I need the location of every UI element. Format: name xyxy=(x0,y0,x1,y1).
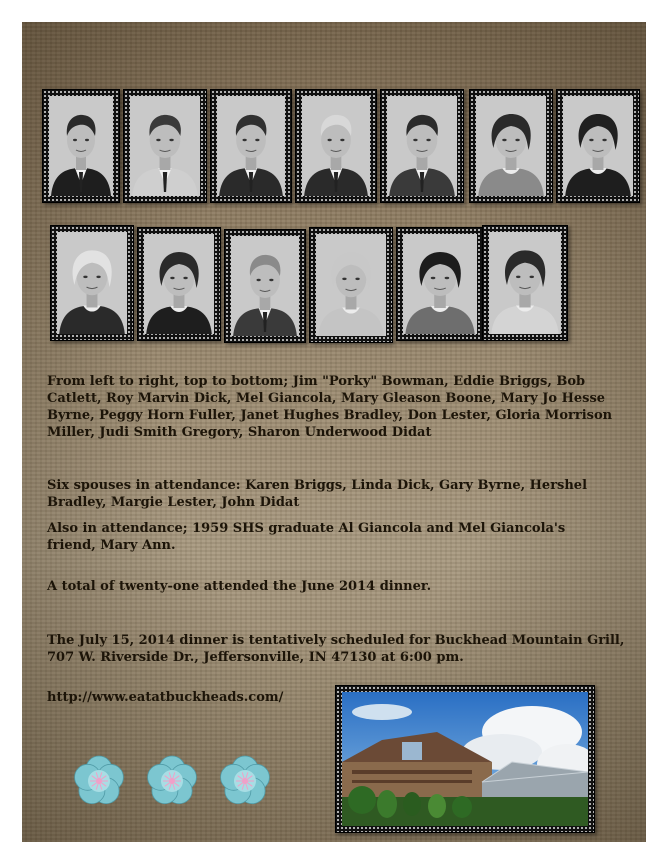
portrait-photo-7 xyxy=(563,96,633,196)
also-attendance-text: Also in attendance; 1959 SHS graduate Al Giancola and Mel Giancola's friend, Mary Ann. xyxy=(47,521,566,553)
caption-names: From left to right, top to bottom; Jim "Porky" Bowman, Eddie Briggs, Bob Catlett, Roy Marvin Dick, Mel Giancola, Mary Gleason Boone, Mary Jo Hesse Byrne, Peggy Horn Fuller, Janet Hughes Bradley, Don Lester, Gloria Morrison Miller, Judi Smith Gregory, Sharon Underwood Didat xyxy=(47,374,613,440)
restaurant-photo-frame xyxy=(335,685,595,833)
spouses-text: Six spouses in attendance: Karen Briggs, Linda Dick, Gary Byrne, Hershel Bradley, Margie Lester, John Didat xyxy=(47,478,588,510)
portrait-photo-8 xyxy=(57,232,127,334)
portrait-photo-10 xyxy=(231,236,299,336)
portrait-frame xyxy=(556,89,640,203)
portrait-frame xyxy=(469,89,553,203)
portrait-frame xyxy=(123,89,207,203)
restaurant-photo xyxy=(342,692,588,826)
portrait-photo-1 xyxy=(49,96,113,196)
portrait-photo-13 xyxy=(489,232,561,334)
flower-decoration-2 xyxy=(145,754,199,808)
flower-decoration-3 xyxy=(218,754,272,808)
portrait-frame xyxy=(295,89,377,203)
total-attended-text: A total of twenty-one attended the June 2014 dinner. xyxy=(47,579,432,594)
portrait-frame xyxy=(396,227,484,341)
portrait-frame xyxy=(380,89,464,203)
portrait-photo-9 xyxy=(144,234,214,334)
portrait-photo-12 xyxy=(403,234,477,334)
portrait-frame xyxy=(42,89,120,203)
newsletter-page xyxy=(22,22,646,842)
next-dinner-text: The July 15, 2014 dinner is tentatively scheduled for Buckhead Mountain Grill, 707 W. Riverside Dr., Jeffersonville, IN 47130 at 6:00 pm. xyxy=(47,633,625,665)
portrait-photo-5 xyxy=(387,96,457,196)
portrait-photo-4 xyxy=(302,96,370,196)
portrait-frame xyxy=(50,225,134,341)
portrait-frame xyxy=(309,227,393,343)
portrait-frame xyxy=(137,227,221,341)
portrait-frame xyxy=(210,89,292,203)
restaurant-link[interactable]: http://www.eatatbuckheads.com/ xyxy=(47,690,284,705)
portrait-photo-3 xyxy=(217,96,285,196)
portrait-frame xyxy=(482,225,568,341)
flower-decoration-1 xyxy=(72,754,126,808)
portrait-photo-6 xyxy=(476,96,546,196)
portrait-frame xyxy=(224,229,306,343)
portrait-photo-11 xyxy=(316,234,386,336)
portrait-photo-2 xyxy=(130,96,200,196)
